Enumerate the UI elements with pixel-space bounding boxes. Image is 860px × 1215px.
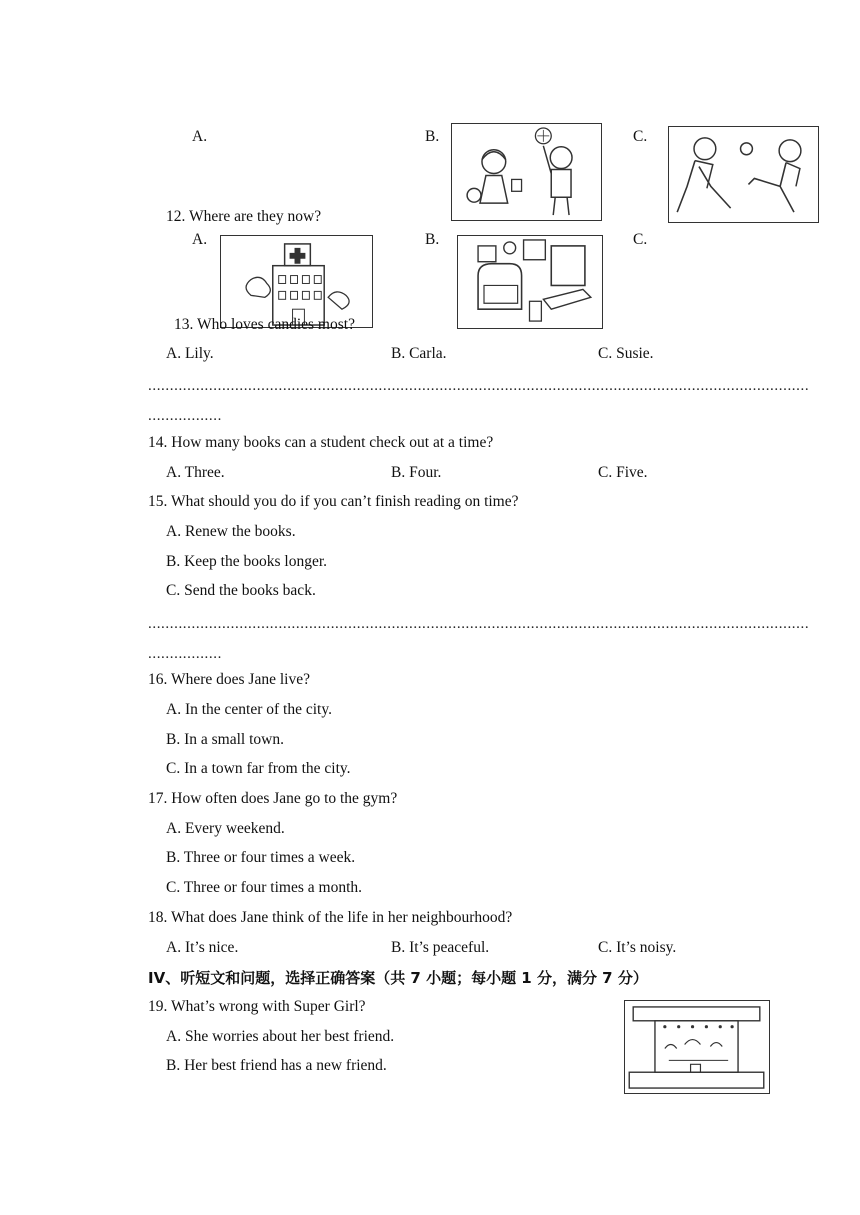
q16-option-b: B. In a small town. [166,731,284,748]
q15-question: 15. What should you do if you can’t finish reading on time? [148,493,519,510]
living-room-drawing-icon [458,236,602,328]
q11-option-a-label: A. [192,128,208,145]
football-drawing-icon [669,127,818,222]
q18-option-b: B. It’s peaceful. [391,939,490,956]
dotted-separator-line: ........................................................................................................................................................ [148,378,810,394]
q18-question: 18. What does Jane think of the life in her neighbourhood? [148,909,513,926]
q16-option-c: C. In a town far from the city. [166,760,351,777]
q14-option-b: B. Four. [391,464,442,481]
dotted-separator-line: ........................................................................................................................................................ [148,616,810,632]
dotted-separator-tail: ................. [148,646,222,662]
q12-option-a-label: A. [192,231,208,248]
q19-option-b: B. Her best friend has a new friend. [166,1057,387,1074]
q12-option-a-image-hospital [220,235,373,328]
q15-option-a: A. Renew the books. [166,523,296,540]
q15-option-c: C. Send the books back. [166,582,316,599]
q19-question: 19. What’s wrong with Super Girl? [148,998,366,1015]
q13-option-b: B. Carla. [391,345,447,362]
section-iv-heading: IV、听短文和问题，选择正确答案（共 7 小题；每小题 1 分，满分 7 分） [148,969,648,987]
q17-option-c: C. Three or four times a month. [166,879,363,896]
q14-question: 14. How many books can a student check out at a time? [148,434,494,451]
q14-option-c: C. Five. [598,464,648,481]
q14-option-a: A. Three. [166,464,225,481]
q17-option-a: A. Every weekend. [166,820,285,837]
q12-question: 12. Where are they now? [166,208,322,225]
q19-image-shop-window [624,1000,770,1094]
q13-option-a: A. Lily. [166,345,214,362]
q13-question: 13. Who loves candies most? [174,316,355,333]
q17-question: 17. How often does Jane go to the gym? [148,790,398,807]
hospital-drawing-icon [221,236,372,327]
q11-option-b-label: B. [425,128,440,145]
q19-option-a: A. She worries about her best friend. [166,1028,395,1045]
shop-window-drawing-icon [625,1001,769,1093]
q11-option-c-label: C. [633,128,648,145]
q17-option-b: B. Three or four times a week. [166,849,356,866]
q12-option-b-image-living-room [457,235,603,329]
badminton-drawing-icon [452,124,601,220]
q13-option-c: C. Susie. [598,345,654,362]
q18-option-c: C. It’s noisy. [598,939,677,956]
q16-question: 16. Where does Jane live? [148,671,310,688]
q11-option-b-image-girl-boy-badminton [451,123,602,221]
q11-option-c-image-kids-playing-football [668,126,819,223]
dotted-separator-tail: ................. [148,408,222,424]
q12-option-c-label: C. [633,231,648,248]
q18-option-a: A. It’s nice. [166,939,239,956]
q12-option-b-label: B. [425,231,440,248]
q16-option-a: A. In the center of the city. [166,701,332,718]
q15-option-b: B. Keep the books longer. [166,553,328,570]
